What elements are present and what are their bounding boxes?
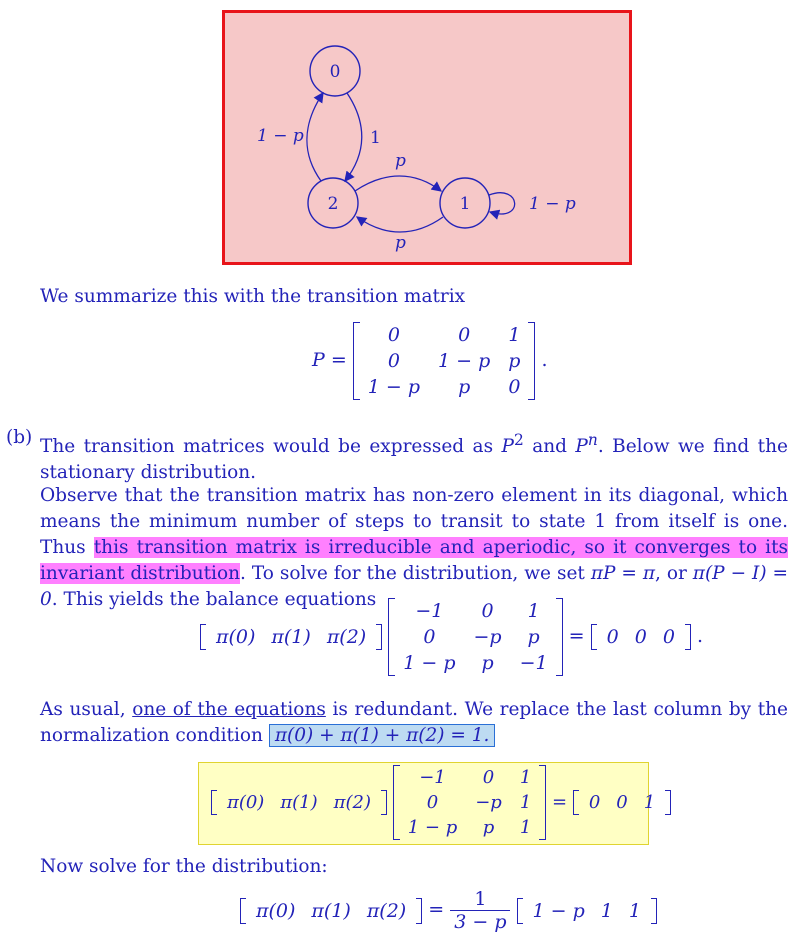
norm-cell: −p <box>475 792 502 813</box>
solution-vector <box>517 898 657 924</box>
stationary-equation: πP = π <box>590 563 655 584</box>
balance-cell: 0 <box>481 600 494 622</box>
norm-cell: 1 <box>519 767 532 788</box>
norm-rhs-vector <box>573 790 671 815</box>
solution-fraction <box>450 888 510 933</box>
state-2-label: 2 <box>327 194 339 214</box>
balance-cell: −1 <box>415 600 444 622</box>
rhs-0: 0 <box>588 792 601 813</box>
now-solve-text: Now solve for the distribution: <box>40 856 328 877</box>
p-cell: p <box>508 350 521 372</box>
p-cell: 0 <box>458 324 471 346</box>
fraction-denominator: 3 − p <box>454 911 507 933</box>
p-end-period: . <box>541 349 548 371</box>
balance-cell: p <box>481 652 494 674</box>
observe-text-3: . This yields the balance equations <box>51 589 377 610</box>
summary-sentence <box>40 284 788 310</box>
sol-2: 1 <box>628 899 641 922</box>
now-solve-sentence <box>40 854 788 880</box>
p-n-exponent: n <box>587 431 598 449</box>
p-matrix-equation <box>312 322 548 400</box>
part-b-paragraph <box>40 427 788 486</box>
observe-or: , or <box>655 563 687 584</box>
normalized-matrix <box>393 765 547 840</box>
rhs-1: 0 <box>634 626 647 648</box>
norm-cell: 0 <box>426 792 439 813</box>
markov-diagram <box>225 13 629 262</box>
observe-text-1: Observe that the transition matrix has non-zero element in its diagonal, which means the minimum number of steps to transit to state 1 from itself is one. Thus <box>40 485 788 558</box>
pi-0: π(0) <box>256 899 296 922</box>
part-b-label: (b) <box>6 427 33 448</box>
p-cell: 1 − p <box>438 350 491 372</box>
balance-cell: 1 − p <box>403 652 456 674</box>
pi-1: π(1) <box>280 792 318 813</box>
pi-row-vector-3 <box>240 898 422 924</box>
balance-cell: 1 <box>527 600 540 622</box>
part-b-text-1: The transition matrices would be expressed as <box>40 436 494 458</box>
fraction-numerator: 1 <box>450 888 510 911</box>
norm-cell: 1 − p <box>407 817 458 838</box>
edge-label-1-self: 1 − p <box>529 194 576 214</box>
norm-cell: 0 <box>482 767 495 788</box>
edge-1-to-2 <box>357 217 443 232</box>
usual-text-2: is redundant. We replace the last column by the normalization condition <box>40 699 788 746</box>
rhs-2: 1 <box>643 792 656 813</box>
summary-text: We summarize this with the transition matrix <box>40 286 466 307</box>
observe-text-2: . To solve for the distribution, we set <box>240 563 585 584</box>
p-cell: p <box>458 376 471 398</box>
balance-matrix <box>388 598 562 676</box>
equals-sign: = <box>568 625 585 647</box>
normalized-system-box <box>198 762 656 845</box>
normalized-equation <box>211 765 671 840</box>
p-cell: 0 <box>387 350 400 372</box>
pi-0: π(0) <box>216 626 256 648</box>
edge-2-to-1 <box>355 176 441 191</box>
balance-cell: p <box>527 626 540 648</box>
p-squared-exponent: 2 <box>513 431 524 449</box>
edge-label-1-to-2: p <box>395 233 406 253</box>
p-cell: 1 <box>508 324 521 346</box>
norm-cell: −1 <box>419 767 446 788</box>
norm-cell: 1 <box>519 817 532 838</box>
edge-label-0-to-2: 1 <box>370 128 381 148</box>
balance-equation <box>200 598 703 676</box>
observe-paragraph <box>40 483 788 613</box>
balance-end-period: . <box>696 625 704 647</box>
normalization-condition: π(0) + π(1) + π(2) = 1. <box>269 724 496 747</box>
sol-1: 1 <box>600 899 613 922</box>
rhs-1: 0 <box>616 792 628 813</box>
edge-2-to-0 <box>307 93 323 181</box>
balance-cell: 0 <box>423 626 436 648</box>
underlined-phrase: one of the equations <box>132 699 326 720</box>
rhs-2: 0 <box>662 626 675 648</box>
pi-row-vector <box>200 624 382 650</box>
state-1-label: 1 <box>459 194 471 214</box>
pi-row-vector-2 <box>211 790 387 815</box>
p-lhs: P = <box>312 349 347 371</box>
norm-cell: p <box>482 817 495 838</box>
markov-diagram-frame <box>222 10 632 265</box>
edge-1-self-loop <box>489 193 515 214</box>
p-matrix <box>353 322 536 400</box>
pi-2: π(2) <box>326 626 367 648</box>
pi-1: π(1) <box>311 899 351 922</box>
highlighted-conclusion: this transition matrix is irreducible and aperiodic, so it converges to its invariant distribution <box>40 537 788 584</box>
usual-paragraph <box>40 697 788 749</box>
edge-label-2-to-1: p <box>395 151 406 171</box>
pi-1: π(1) <box>271 626 311 648</box>
p-squared: P <box>501 436 514 458</box>
rhs-0: 0 <box>606 626 619 648</box>
usual-text-1: As usual, <box>40 699 126 720</box>
equals-sign: = <box>428 898 445 921</box>
balance-rhs-vector <box>591 624 691 650</box>
edge-0-to-2 <box>345 93 362 181</box>
p-cell: 1 − p <box>367 376 421 398</box>
p-cell: 0 <box>387 324 400 346</box>
equals-sign: = <box>552 791 568 813</box>
norm-cell: 1 <box>519 792 532 813</box>
part-b-and: and <box>532 436 567 458</box>
p-n: P <box>575 436 588 458</box>
solution-equation <box>240 888 657 933</box>
balance-cell: −1 <box>519 652 548 674</box>
edge-label-2-to-0: 1 − p <box>257 126 304 146</box>
pi-2: π(2) <box>333 792 371 813</box>
stationary-equation-alt: π(P − I) = 0 <box>40 563 789 610</box>
pi-2: π(2) <box>366 899 407 922</box>
state-0-label: 0 <box>329 62 341 82</box>
p-cell: 0 <box>508 376 521 398</box>
balance-cell: −p <box>473 626 502 648</box>
pi-0: π(0) <box>227 792 265 813</box>
part-b-text-2: . Below we find the stationary distribution. <box>40 436 788 484</box>
sol-0: 1 − p <box>532 899 585 922</box>
